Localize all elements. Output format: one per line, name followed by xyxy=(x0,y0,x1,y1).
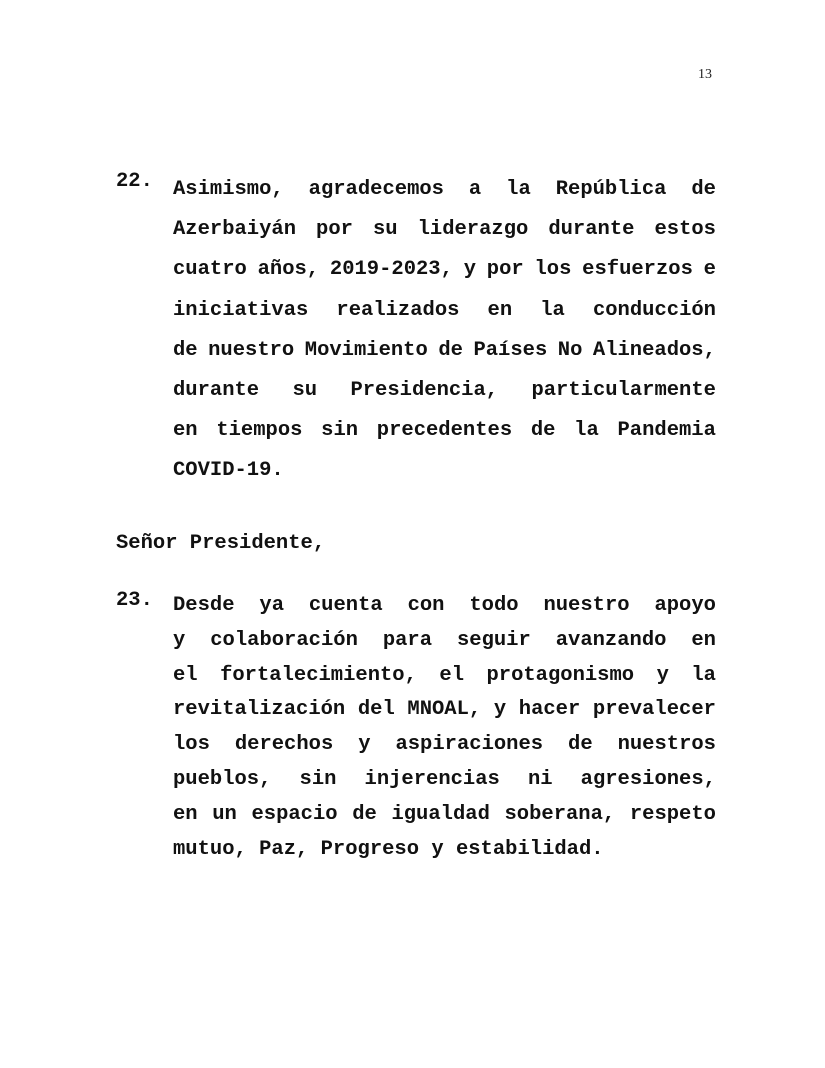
word: particularmente xyxy=(531,378,716,402)
word: nuestro xyxy=(208,338,295,362)
word: espacio xyxy=(251,802,338,826)
paragraph-23 xyxy=(116,589,716,867)
word: de xyxy=(173,338,198,362)
word: los xyxy=(173,733,210,757)
word: COVID-19. xyxy=(173,459,284,483)
word: nuestros xyxy=(617,733,716,757)
word: cuatro xyxy=(173,258,247,282)
word: sin xyxy=(299,767,337,791)
page-number: 13 xyxy=(698,67,712,82)
word: y xyxy=(493,698,507,722)
text-line xyxy=(173,250,716,290)
word: prevalecer xyxy=(592,698,716,722)
word: el xyxy=(439,663,464,687)
word: en xyxy=(691,628,716,652)
word: ni xyxy=(527,767,553,791)
word: respeto xyxy=(629,802,716,826)
word: por xyxy=(486,258,524,282)
word: y xyxy=(656,663,669,687)
word: Paz, xyxy=(259,837,309,861)
text-line xyxy=(173,210,716,250)
word: su xyxy=(372,218,398,242)
word: la xyxy=(506,178,531,201)
word: colaboración xyxy=(210,628,358,652)
word: República xyxy=(555,178,667,201)
word: estabilidad. xyxy=(455,837,604,861)
word: con xyxy=(407,594,445,617)
word: agradecemos xyxy=(308,178,444,201)
word: del xyxy=(357,698,395,722)
word: apoyo xyxy=(654,594,716,617)
word: avanzando xyxy=(555,628,667,652)
word: tiempos xyxy=(216,419,303,443)
salutation: Señor Presidente, xyxy=(116,532,326,555)
word: protagonismo xyxy=(486,663,635,687)
word: revitalización xyxy=(173,698,346,722)
word: fortalecimiento, xyxy=(220,663,417,687)
word: e xyxy=(703,258,716,282)
word: derechos xyxy=(234,733,334,757)
word: No xyxy=(557,338,583,362)
text-line xyxy=(173,451,716,491)
word: MNOAL, xyxy=(407,698,482,722)
word: liderazgo xyxy=(417,218,529,242)
word: en xyxy=(487,298,513,322)
word: Progreso xyxy=(320,837,420,861)
text-line xyxy=(173,371,716,411)
text-line xyxy=(173,170,716,210)
paragraph-number: 23. xyxy=(116,589,153,612)
word: de xyxy=(352,802,377,826)
word: su xyxy=(292,378,318,402)
text-line xyxy=(173,411,716,451)
word: por xyxy=(316,218,353,242)
word: años, xyxy=(257,258,320,282)
word: en xyxy=(173,419,198,443)
word: y xyxy=(358,733,371,757)
word: estos xyxy=(654,218,716,242)
word: Azerbaiyán xyxy=(173,218,297,242)
word: Movimiento xyxy=(304,338,428,362)
word: 2019-2023, xyxy=(329,258,453,282)
word: durante xyxy=(548,218,635,242)
word: un xyxy=(212,802,237,826)
text-line xyxy=(173,659,716,694)
word: aspiraciones xyxy=(395,733,544,757)
paragraph-body xyxy=(173,170,716,492)
word: de xyxy=(691,178,716,201)
word: sin xyxy=(321,419,359,443)
word: de xyxy=(438,338,463,362)
word: y xyxy=(173,628,186,652)
word: todo xyxy=(469,594,519,617)
word: seguir xyxy=(456,628,531,652)
word: a xyxy=(468,178,482,201)
word: y xyxy=(431,837,444,861)
word: igualdad xyxy=(391,802,490,826)
word: para xyxy=(382,628,433,652)
text-line xyxy=(173,589,716,624)
word: precedentes xyxy=(376,419,513,443)
text-line xyxy=(173,693,716,728)
word: Desde xyxy=(173,594,235,617)
word: Presidencia, xyxy=(350,378,499,402)
word: la xyxy=(574,419,599,443)
text-line xyxy=(173,624,716,659)
text-line xyxy=(173,728,716,763)
text-line xyxy=(173,331,716,371)
paragraph-22 xyxy=(116,170,716,492)
word: realizados xyxy=(336,298,460,322)
word: iniciativas xyxy=(173,298,309,322)
word: esfuerzos xyxy=(582,258,693,282)
word: en xyxy=(173,802,198,826)
word: pueblos, xyxy=(173,767,272,791)
word: la xyxy=(540,298,565,322)
paragraph-body xyxy=(173,589,716,867)
word: el xyxy=(173,663,198,687)
word: soberana, xyxy=(504,802,616,826)
word: hacer xyxy=(518,698,581,722)
word: conducción xyxy=(592,298,716,322)
paragraph-number: 22. xyxy=(116,170,153,193)
word: ya xyxy=(259,594,284,617)
word: de xyxy=(568,733,593,757)
text-line xyxy=(173,833,716,868)
word: y xyxy=(463,258,477,282)
text-line xyxy=(173,798,716,833)
word: cuenta xyxy=(308,594,383,617)
word: la xyxy=(691,663,716,687)
word: de xyxy=(530,419,556,443)
word: los xyxy=(534,258,572,282)
word: nuestro xyxy=(543,594,630,617)
text-line xyxy=(173,291,716,331)
word: Países xyxy=(473,338,548,362)
word: Pandemia xyxy=(617,419,716,443)
word: injerencias xyxy=(364,767,500,791)
word: Alineados, xyxy=(592,338,716,362)
word: agresiones, xyxy=(580,767,716,791)
word: durante xyxy=(173,378,260,402)
word: mutuo, xyxy=(173,837,247,861)
text-line xyxy=(173,763,716,798)
word: Asimismo, xyxy=(173,178,284,201)
